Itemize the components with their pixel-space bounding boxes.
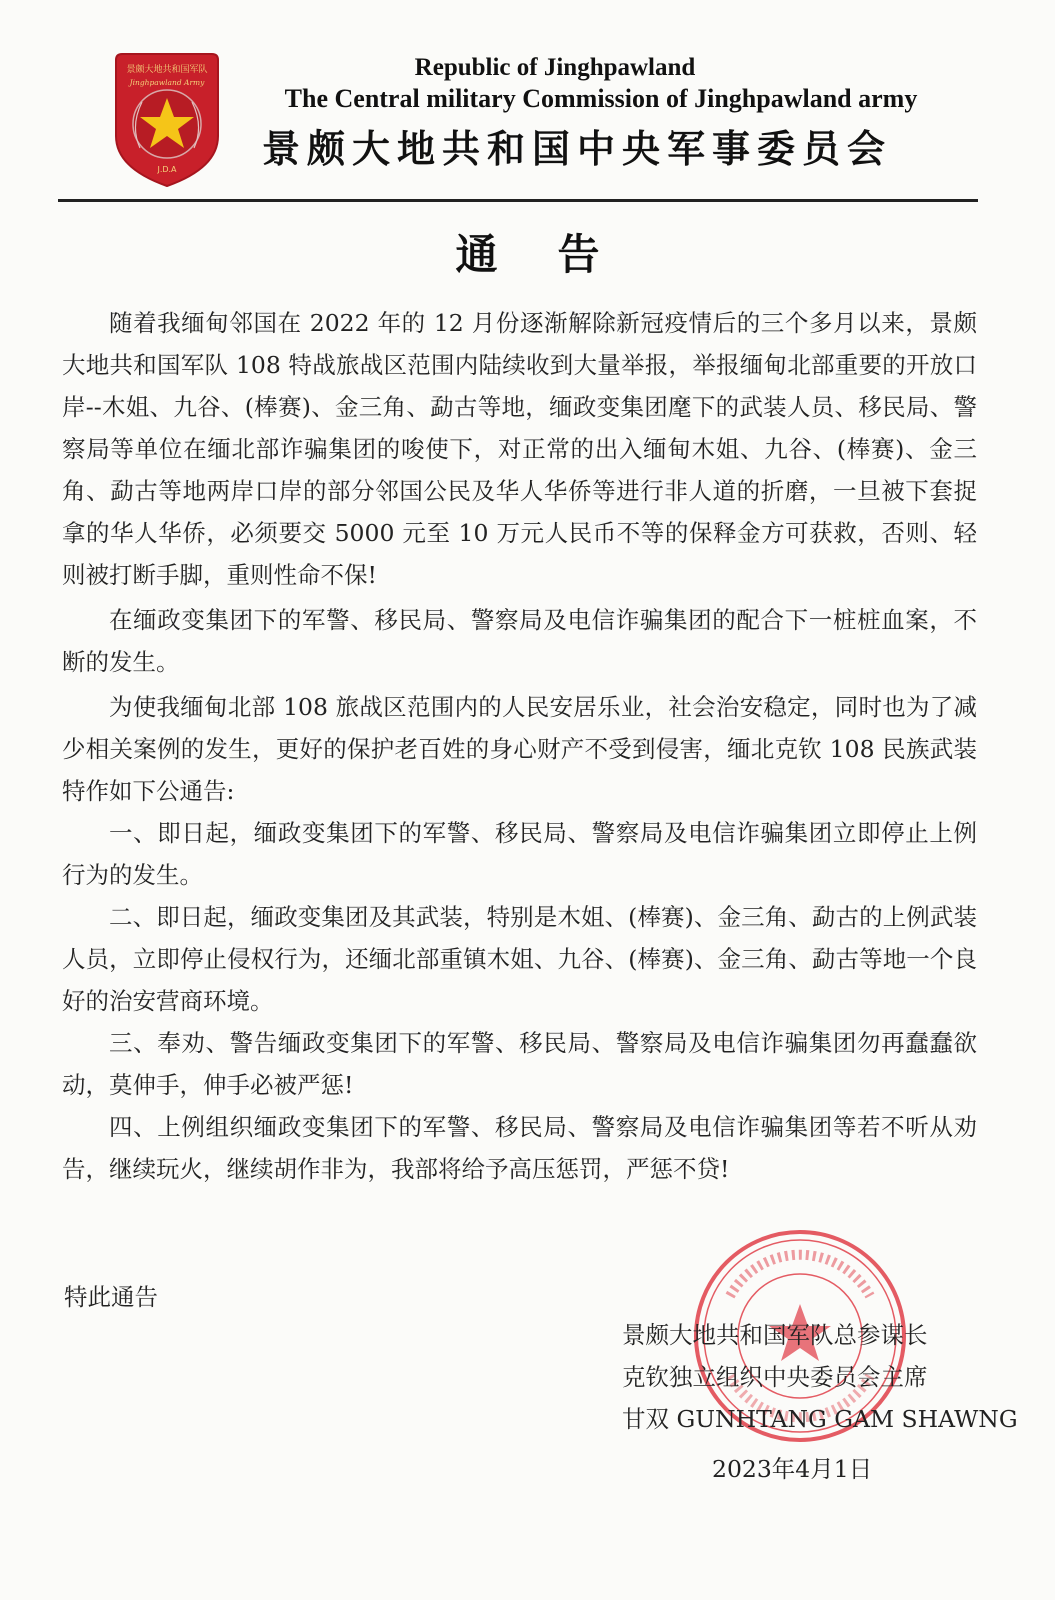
header-divider: [58, 199, 978, 202]
emblem-text-bottom: J.D.A: [157, 165, 177, 174]
emblem-text-sub: Jinghpawland Army: [129, 78, 205, 87]
header-title-en-1: Republic of Jinghpawland: [414, 54, 696, 81]
document-title: 通告: [455, 230, 660, 279]
signature-name: 甘双 GUNHTANG GAM SHAWNG: [622, 1405, 1018, 1433]
closing-line: 特此通告: [64, 1283, 158, 1311]
paragraph-item-4: 四、上例组织缅政变集团下的军警、移民局、警察局及电信诈骗集团等若不听从劝告，继续玩火，继续胡作非为，我部将给予高压惩罚，严惩不贷!: [62, 1113, 977, 1183]
paragraph-intro: 随着我缅甸邻国在 2022 年的 12 月份逐渐解除新冠疫情后的三个多月以来，景颇大地共和国军队 108 特战旅战区范围内陆续收到大量举报，举报缅甸北部重要的开放口岸--木姐、九谷、(棒赛)、金三角、勐古等地，缅政变集团麾下的武装人员、移民局、警察局等单位在缅北部诈骗集团的唆使下，对正常的出入缅甸木姐、九谷、(棒赛)、金三角、勐古等地两岸口岸的部分邻国公民及华人华侨等进行非人道的折磨，一旦被下套捉拿的华人华侨，必须要交 5000 元至 10 万元人民币不等的保释金方可获救，否则、轻则被打断手脚，重则性命不保!: [62, 309, 977, 589]
emblem-text-top: 景颇大地共和国军队: [126, 65, 208, 75]
signature-title-1: 景颇大地共和国军队总参谋长: [622, 1321, 928, 1349]
document-body: [62, 302, 977, 1190]
header-title-zh: 景颇大地共和国中央军事委员会: [262, 126, 893, 171]
paragraph-item-3: 三、奉劝、警告缅政变集团下的军警、移民局、警察局及电信诈骗集团勿再蠢蠢欲动，莫伸手，伸手必被严惩!: [62, 1029, 977, 1099]
signature-title-2: 克钦独立组织中央委员会主席: [622, 1363, 928, 1391]
header-title-en-2: The Central military Commission of Jinghpawland army: [284, 84, 918, 113]
signature-date: 2023年4月1日: [712, 1455, 873, 1483]
paragraph-item-1: 一、即日起，缅政变集团下的军警、移民局、警察局及电信诈骗集团立即停止上例行为的发生。: [62, 819, 977, 889]
paragraph-3: 为使我缅甸北部 108 旅战区范围内的人民安居乐业，社会治安稳定，同时也为了减少相关案例的发生，更好的保护老百姓的身心财产不受到侵害，缅北克钦 108 民族武装特作如下公通告:: [62, 693, 977, 805]
army-emblem-icon: [108, 52, 226, 188]
paragraph-item-2: 二、即日起，缅政变集团及其武装，特别是木姐、(棒赛)、金三角、勐古的上例武装人员，立即停止侵权行为，还缅北部重镇木姐、九谷、(棒赛)、金三角、勐古等地一个良好的治安营商环境。: [62, 903, 977, 1015]
paragraph-2: 在缅政变集团下的军警、移民局、警察局及电信诈骗集团的配合下一桩桩血案，不断的发生。: [62, 606, 977, 676]
